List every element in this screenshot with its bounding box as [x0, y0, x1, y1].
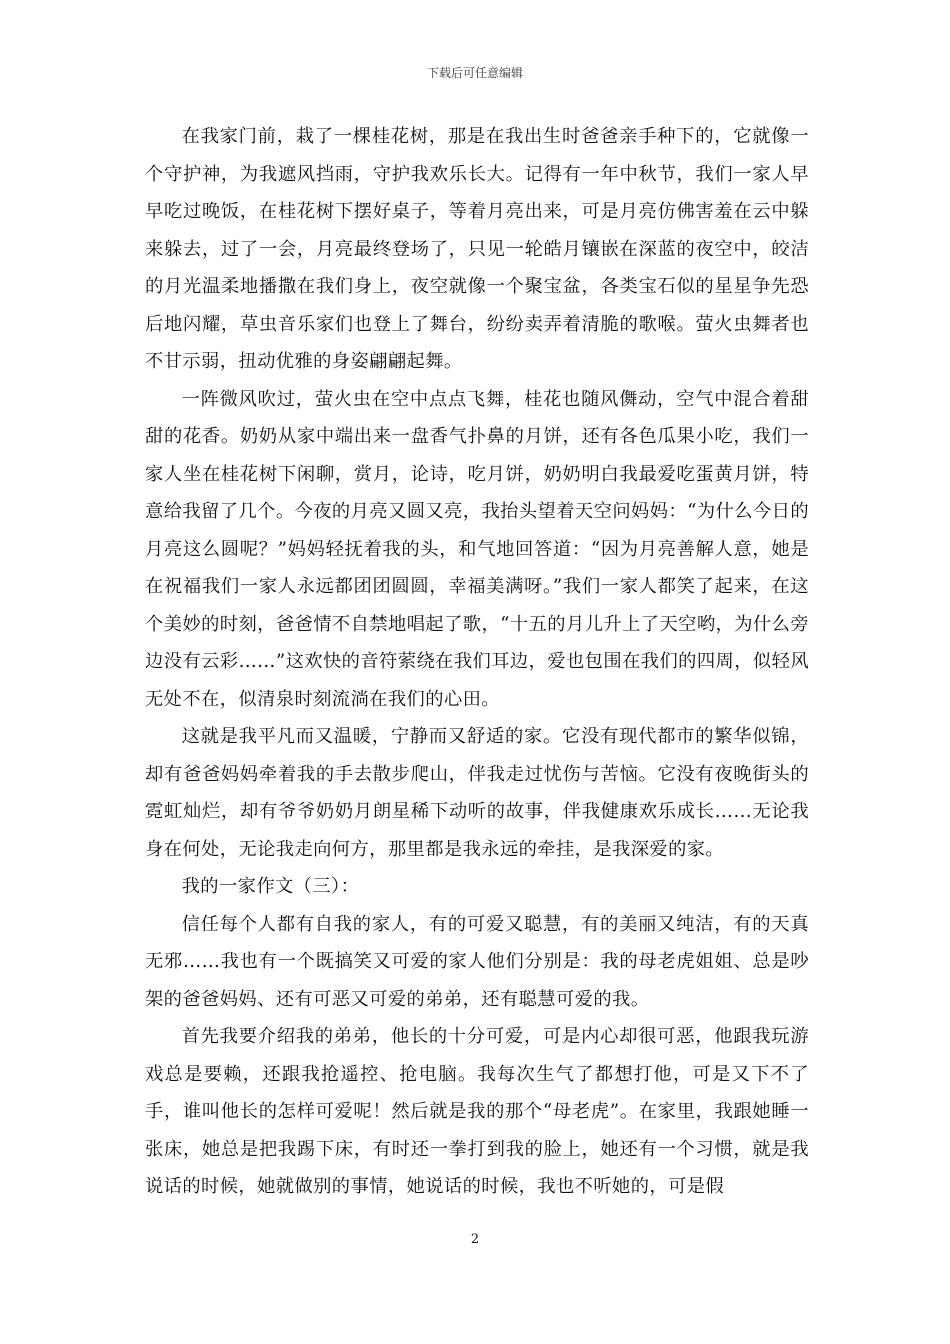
paragraph: 信任每个人都有自我的家人，有的可爱又聪慧，有的美丽又纯洁，有的天真无邪……我也有一个既搞笑又可爱的家人他们分别是：我的母老虎姐姐、总是吵架的爸爸妈妈、还有可恶又可爱的弟弟，还有聪慧可爱的我。 [145, 913, 809, 1010]
page-header: 下载后可任意编辑 [426, 66, 523, 80]
body-text [145, 118, 809, 1206]
paragraph: 首先我要介绍我的弟弟，他长的十分可爱，可是内心却很可恶，他跟我玩游戏总是要赖，还跟我抢遥控、抢电脑。我每次生气了都想打他，可是又下不了手，谁叫他长的怎样可爱呢！然后就是我的那个“母老虎”。在家里，我跟她睡一张床，她总是把我踢下床，有时还一拳打到我的脸上，她还有一个习惯，就是我说话的时候，她就做别的事情，她说话的时候，我也不听她的，可是假 [145, 1026, 809, 1197]
paragraph: 一阵微风吹过，萤火虫在空中点点飞舞，桂花也随风儛动，空气中混合着甜甜的花香。奶奶从家中端出来一盘香气扑鼻的月饼，还有各色瓜果小吃，我们一家人坐在桂花树下闲聊，赏月，论诗，吃月饼，奶奶明白我最爱吃蛋黄月饼，特意给我留了几个。今夜的月亮又圆又亮，我抬头望着天空问妈妈：“为什么今日的月亮这么圆呢？”妈妈轻抚着我的头，和气地回答道：“因为月亮善解人意，她是在祝福我们一家人永远都团团圆圆，幸福美满呀。”我们一家人都笑了起来，在这个美妙的时刻，爸爸情不自禁地唱起了歌，“十五的月儿升上了天空哟，为什么旁边没有云彩……”这欢快的音符萦绕在我们耳边，爱也包围在我们的四周，似轻风无处不在，似清泉时刻流淌在我们的心田。 [145, 388, 809, 710]
page-number: 2 [470, 1232, 480, 1247]
paragraph: 在我家门前，栽了一棵桂花树，那是在我出生时爸爸亲手种下的，它就像一个守护神，为我遮风挡雨，守护我欢乐长大。记得有一年中秋节，我们一家人早早吃过晚饭，在桂花树下摆好桌子，等着月亮出来，可是月亮仿佛害羞在云中躲来躲去，过了一会，月亮最终登场了，只见一轮皓月镶嵌在深蓝的夜空中，皎洁的月光温柔地播撒在我们身上，夜空就像一个聚宝盆，各类宝石似的星星争先恐后地闪耀，草虫音乐家们也登上了舞台，纷纷卖弄着清脆的歌喉。萤火虫舞者也不甘示弱，扭动优雅的身姿翩翩起舞。 [145, 126, 809, 372]
paragraph: 这就是我平凡而又温暖，宁静而又舒适的家。它没有现代都市的繁华似锦，却有爸爸妈妈牵着我的手去散步爬山，伴我走过忧伤与苦恼。它没有夜晚街头的霓虹灿烂，却有爷爷奶奶月朗星稀下动听的故事，伴我健康欢乐成长……无论我身在何处，无论我走向何方，那里都是我永远的牵挂，是我深爱的家。 [145, 726, 809, 860]
section-heading: 我的一家作文（三）： [181, 876, 360, 897]
